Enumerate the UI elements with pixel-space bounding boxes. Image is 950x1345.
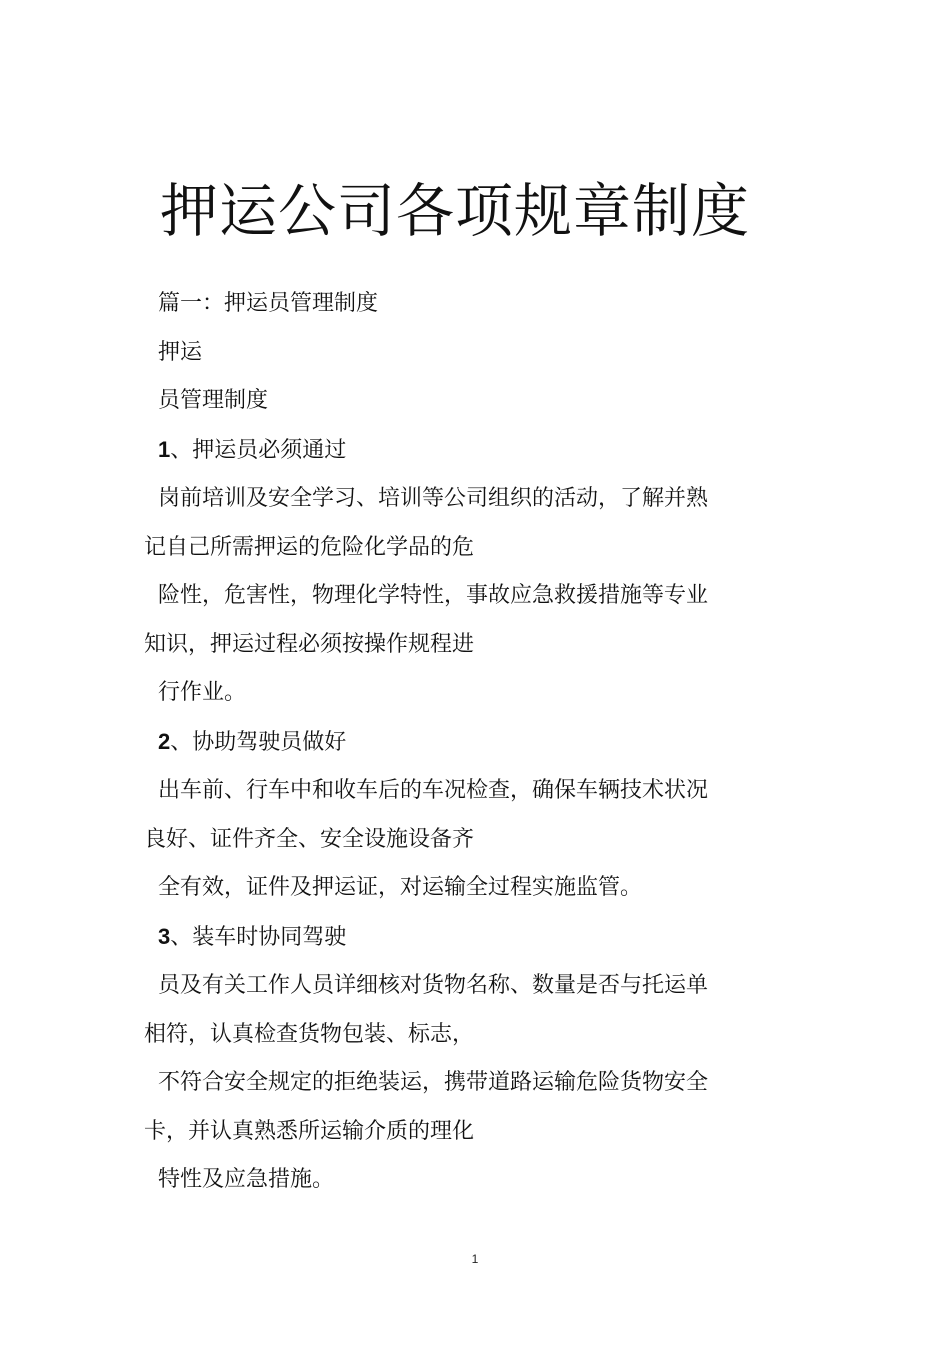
paragraph-line: 员管理制度	[158, 388, 269, 413]
item-number: 2	[158, 728, 171, 754]
document-title: 押运公司各项规章制度	[159, 177, 750, 245]
paragraph-line: 良好、证件齐全、安全设施设备齐	[144, 826, 475, 852]
paragraph-line: 特性及应急措施。	[158, 1167, 335, 1192]
paragraph-line: 卡，并认真熟悉所运输介质的理化	[144, 1118, 475, 1144]
page-number: 1	[471, 1252, 479, 1266]
list-item-heading	[144, 913, 744, 963]
list-item-heading	[144, 718, 744, 768]
item-heading-text: 、装车时协同驾驶	[170, 924, 347, 950]
paragraph-line: 险性，危害性，物理化学特性，事故应急救援措施等专业	[158, 583, 709, 608]
section-heading: 篇一：押运员管理制度	[158, 291, 379, 316]
list-item-heading	[144, 426, 744, 476]
paragraph-line: 知识，押运过程必须按操作规程进	[144, 631, 475, 657]
item-heading-text: 、协助驾驶员做好	[170, 729, 347, 755]
paragraph-line: 记自己所需押运的危险化学品的危	[144, 534, 475, 560]
document-body	[144, 280, 744, 1205]
item-number: 1	[158, 436, 171, 462]
paragraph-line: 岗前培训及安全学习、培训等公司组织的活动，了解并熟	[158, 486, 709, 511]
paragraph-line: 全有效，证件及押运证，对运输全过程实施监管。	[158, 875, 643, 900]
paragraph-line: 相符，认真检查货物包装、标志，	[144, 1021, 475, 1047]
paragraph-line: 押运	[158, 339, 203, 365]
item-number: 3	[158, 923, 171, 949]
item-heading-text: 、押运员必须通过	[170, 437, 347, 463]
paragraph-line: 不符合安全规定的拒绝装运，携带道路运输危险货物安全	[158, 1070, 709, 1095]
paragraph-line: 行作业。	[158, 680, 247, 705]
paragraph-line: 员及有关工作人员详细核对货物名称、数量是否与托运单	[158, 973, 709, 998]
paragraph-line: 出车前、行车中和收车后的车况检查，确保车辆技术状况	[158, 778, 709, 803]
